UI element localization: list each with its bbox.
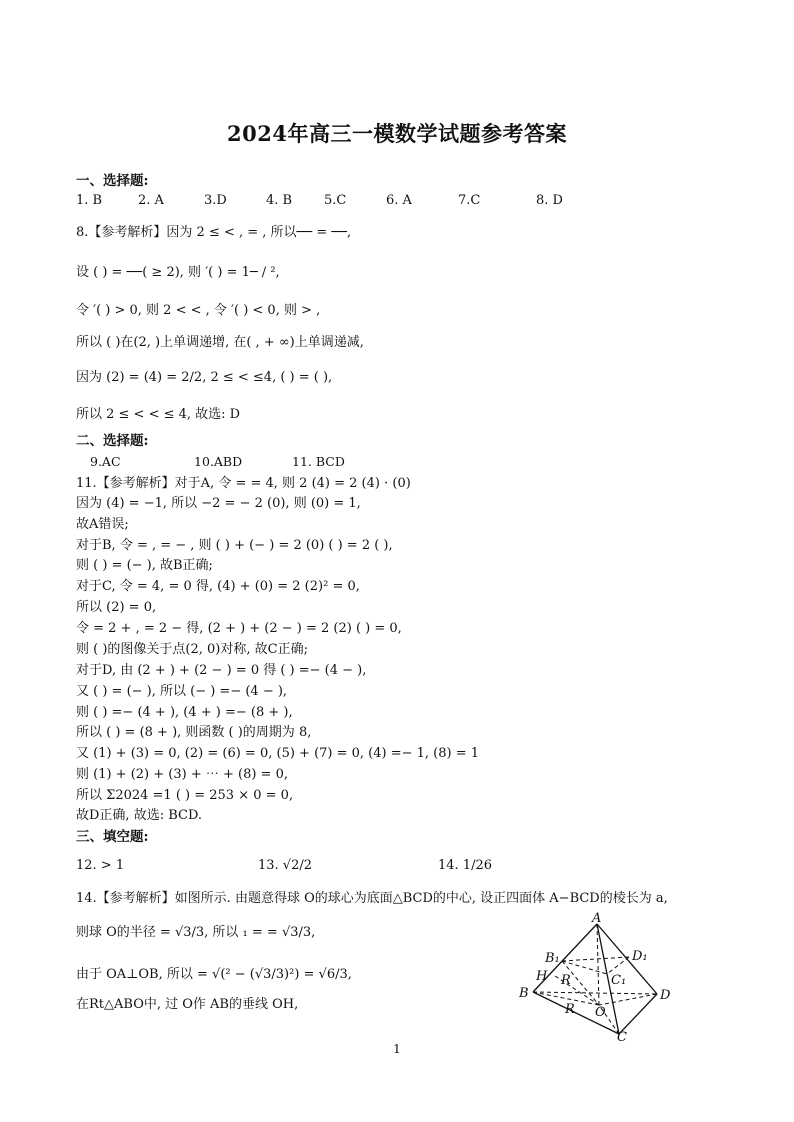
- edge-bd: [533, 992, 657, 994]
- label-d1: D₁: [632, 949, 648, 964]
- q14-line-4: 在Rt△ABO中, 过 O作 AB的垂线 OH,: [76, 997, 299, 1012]
- answer-14: 14. 1/26: [438, 858, 492, 873]
- answer-9: 9.AC: [90, 454, 121, 469]
- q11-line-10: 对于D, 由 (2 + ) + (2 − ) = 0 得 ( ) =− (4 − ),: [76, 663, 367, 678]
- section1-heading: 一、选择题:: [76, 173, 149, 189]
- q14-line-1: 14.【参考解析】如图所示. 由题意得球 O的球心为底面△BCD的中心, 设正四面体 A−BCD的棱长为 a,: [76, 891, 668, 906]
- section3-heading: 三、填空题:: [76, 829, 149, 845]
- label-b: B: [519, 986, 529, 1001]
- answer-11: 11. BCD: [292, 454, 345, 469]
- answer-2: 2. A: [138, 193, 164, 208]
- answer-10: 10.ABD: [194, 454, 243, 469]
- q11-line-9: 则 ( )的图像关于点(2, 0)对称, 故C正确;: [76, 642, 308, 657]
- q11-line-11: 又 ( ) = (− ), 所以 (− ) =− (4 − ),: [76, 684, 288, 699]
- q8-line-6: 所以 2 ≤ < < ≤ 4, 故选: D: [76, 407, 241, 422]
- q11-line-15: 则 (1) + (2) + (3) + ⋯ + (8) = 0,: [76, 767, 288, 782]
- answer-13: 13. √2/2: [258, 858, 313, 873]
- answer-3: 3.D: [204, 193, 227, 208]
- q8-line-4: 所以 ( )在(2, )上单调递增, 在( , + ∞)上单调递减,: [76, 335, 364, 350]
- label-c: C: [617, 1030, 627, 1042]
- q11-line-5: 则 ( ) = (− ), 故B正确;: [76, 558, 213, 573]
- answer-8: 8. D: [536, 193, 563, 208]
- page-number: 1: [393, 1042, 401, 1056]
- q8-line-1: 8.【参考解析】因为 2 ≤ < , = , 所以── = ──,: [76, 225, 352, 240]
- q11-line-1: 11.【参考解析】对于A, 令 = = 4, 则 2 (4) = 2 (4) · (0): [76, 476, 411, 491]
- answer-6: 6. A: [386, 193, 412, 208]
- label-o: O: [595, 1005, 606, 1020]
- label-c1: C₁: [611, 973, 627, 988]
- label-a: A: [592, 912, 602, 926]
- q8-line-2: 设 ( ) = ──( ≥ 2), 则 ′( ) = 1─ / ²,: [76, 265, 280, 280]
- label-b1: B₁: [545, 951, 560, 966]
- edge-d1c1: [607, 957, 629, 974]
- edge-dc: [619, 994, 657, 1034]
- q11-line-2: 因为 (4) = −1, 所以 −2 = − 2 (0), 则 (0) = 1,: [76, 496, 361, 511]
- q8-line-3: 令 ′( ) > 0, 则 2 < < , 令 ′( ) < 0, 则 > ,: [76, 303, 321, 318]
- q11-line-16: 所以 Σ2024 =1 ( ) = 253 × 0 = 0,: [76, 788, 294, 803]
- tetrahedron-figure: [515, 912, 690, 1042]
- q11-line-8: 令 = 2 + , = 2 − 得, (2 + ) + (2 − ) = 2 (2) ( ) = 0,: [76, 621, 402, 636]
- q11-line-3: 故A错误;: [76, 517, 129, 532]
- q8-line-5: 因为 (2) = (4) = 2/2, 2 ≤ < ≤4, ( ) = ( ),: [76, 370, 333, 385]
- label-h: H: [536, 969, 548, 984]
- answer-5: 5.C: [324, 193, 347, 208]
- answer-1: 1. B: [76, 193, 103, 208]
- q11-line-6: 对于C, 令 = 4, = 0 得, (4) + (0) = 2 (2)² = 0,: [76, 579, 360, 594]
- edge-b1d1: [562, 957, 629, 961]
- q11-line-13: 所以 ( ) = (8 + ), 则函数 ( )的周期为 8,: [76, 725, 312, 740]
- answer-4: 4. B: [266, 193, 293, 208]
- q11-line-14: 又 (1) + (3) = 0, (2) = (6) = 0, (5) + (7) = 0, (4) =− 1, (8) = 1: [76, 746, 480, 761]
- q14-line-3: 由于 OA⊥OB, 所以 = √(² − (√3/3)²) = √6/3,: [76, 967, 352, 982]
- label-r-lower: R: [565, 1002, 575, 1017]
- page-title: 2024年高三一模数学试题参考答案: [227, 121, 567, 146]
- answer-12: 12. > 1: [76, 858, 125, 873]
- section2-heading: 二、选择题:: [76, 433, 149, 449]
- q11-line-7: 所以 (2) = 0,: [76, 600, 157, 615]
- q14-line-2: 则球 O的半径 = √3/3, 所以 ₁ = = √3/3,: [76, 925, 316, 940]
- edge-bc: [533, 992, 619, 1034]
- label-r-upper: R: [561, 973, 571, 988]
- q11-line-12: 则 ( ) =− (4 + ), (4 + ) =− (8 + ),: [76, 705, 293, 720]
- answer-7: 7.C: [458, 193, 481, 208]
- q11-line-4: 对于B, 令 = , = − , 则 ( ) + (− ) = 2 (0) ( ) = 2 ( ),: [76, 538, 393, 553]
- q11-line-17: 故D正确, 故选: BCD.: [76, 808, 203, 823]
- label-d: D: [660, 988, 671, 1003]
